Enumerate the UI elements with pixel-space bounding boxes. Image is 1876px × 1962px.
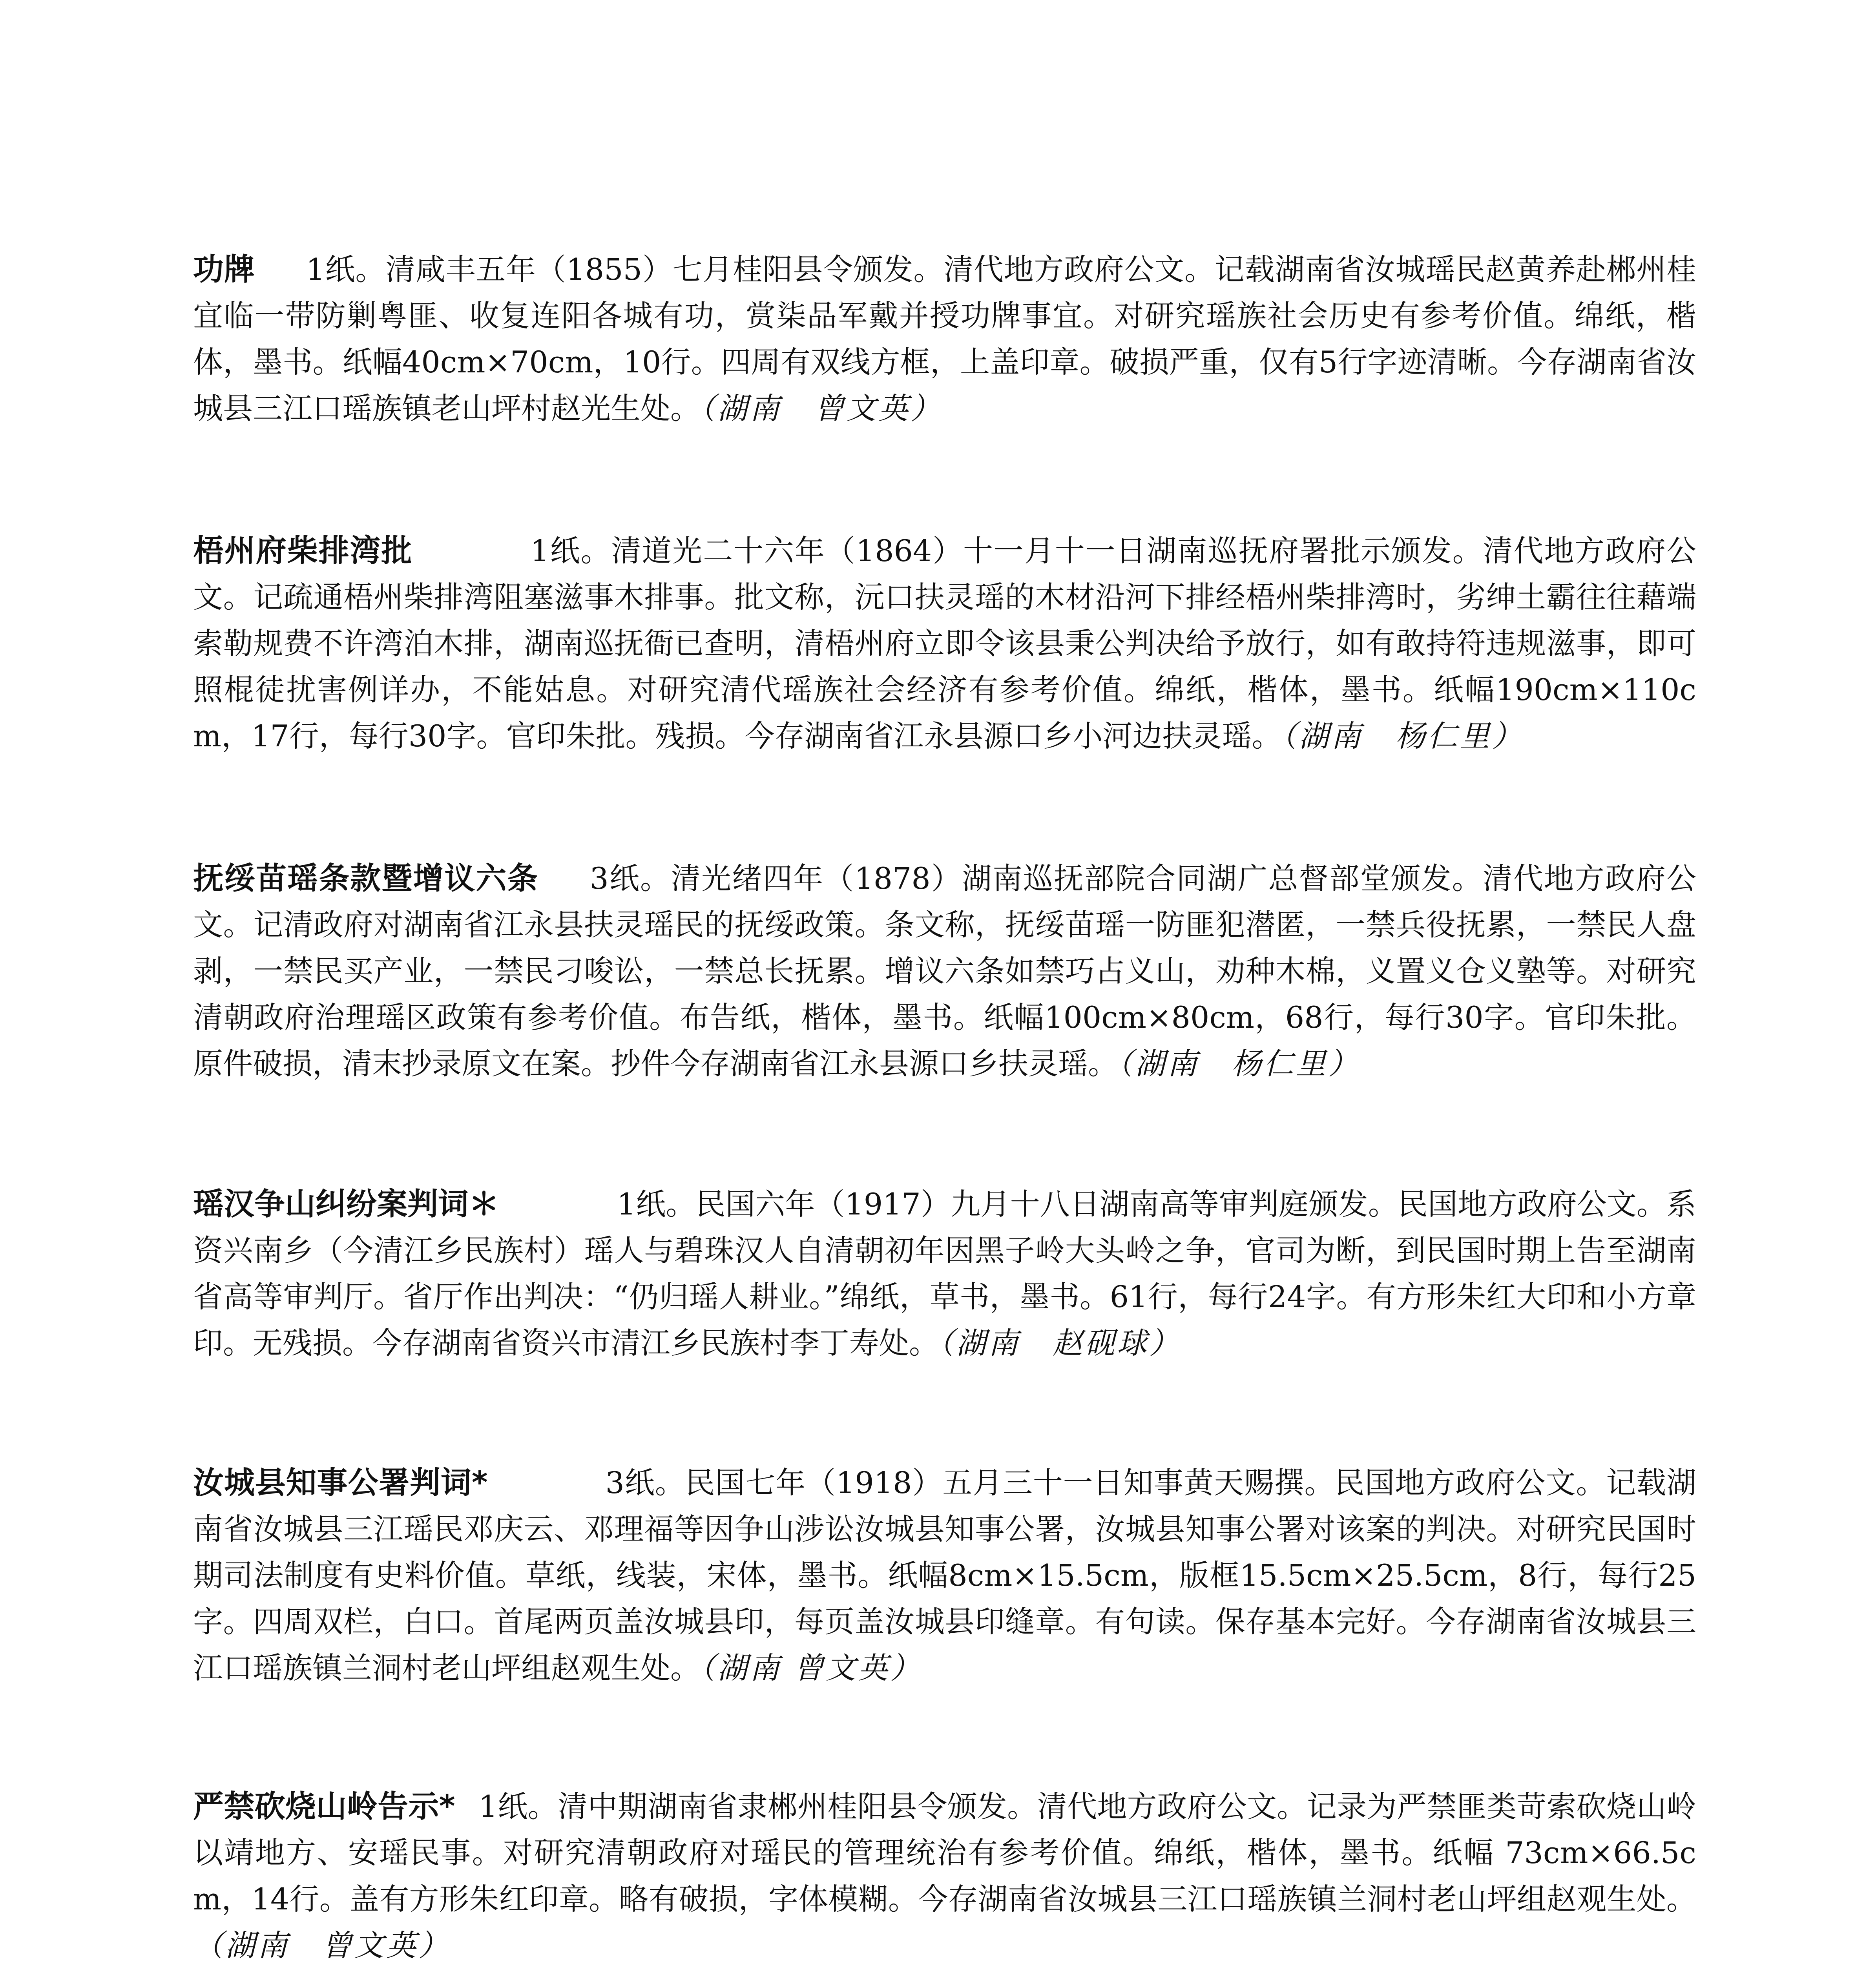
entry-author: （湖南 杨仁里）	[1118, 1046, 1360, 1081]
entry-body: 3纸。清光绪四年（1878）湖南巡抚部院合同湖广总督部堂颁发。清代地方政府公文。记清政府对湖南省江永县扶灵瑶民的抚绥政策。条文称，抚绥苗瑶一防匪犯潜匿，一禁兵役抚累，一禁民人盘剥，一禁民买产业，一禁民刁唆讼，一禁总长抚累。增议六条如禁巧占义山，劝种木棉，义置义仓义塾等。对研究清朝政府治理瑶区政策有参考价值。布告纸，楷体，墨书。纸幅100cm×80cm，68行，每行30字。官印朱批。原件破损，清末抄录原文在案。抄件今存湖南省江永县源口乡扶灵瑶。	[193, 861, 1696, 1081]
entry-title: 抚绥苗瑶条款暨增议六条	[193, 861, 539, 896]
entry-body: 1纸。清中期湖南省隶郴州桂阳县令颁发。清代地方政府公文。记录为严禁匪类苛索砍烧山岭以靖地方、安瑶民事。对研究清朝政府对瑶民的管理统治有参考价值。绵纸，楷体，墨书。纸幅 73cm×66.5cm，14行。盖有方形朱红印章。略有破损，字体模糊。今存湖南省汝城县三江口瑶族镇兰洞村老山坪组赵观生处。	[193, 1789, 1696, 1916]
entry-author: （湖南 曾文英）	[700, 1650, 923, 1685]
entry-author: （湖南 曾文英）	[700, 391, 943, 426]
entry-title: 梧州府柴排湾批	[193, 533, 413, 569]
entry-body: 1纸。清道光二十六年（1864）十一月十一日湖南巡抚府署批示颁发。清代地方政府公文。记疏通梧州柴排湾阻塞滋事木排事。批文称，沅口扶灵瑶的木材沿河下排经梧州柴排湾时，劣绅土霸往往藉端索勒规费不许湾泊木排，湖南巡抚衙已查明，清梧州府立即令该县秉公判决给予放行，如有敢持符违规滋事，即可照棍徒扰害例详办，不能姑息。对研究清代瑶族社会经济有参考价值。绵纸，楷体，墨书。纸幅190cm×110cm，17行，每行30字。官印朱批。残损。今存湖南省江永县源口乡小河边扶灵瑶。	[193, 533, 1696, 753]
catalog-entry	[193, 1181, 1696, 1366]
entry-author: （湖南 曾文英）	[193, 1928, 451, 1962]
entry-title: 功牌	[193, 252, 255, 287]
entry-body: 1纸。清咸丰五年（1855）七月桂阳县令颁发。清代地方政府公文。记载湖南省汝城瑶民赵黄养赴郴州桂宜临一带防剿粤匪、收复连阳各城有功，赏柒品军戴并授功牌事宜。对研究瑶族社会历史有参考价值。绵纸，楷体，墨书。纸幅40cm×70cm，10行。四周有双线方框，上盖印章。破损严重，仅有5行字迹清晰。今存湖南省汝城县三江口瑶族镇老山坪村赵光生处。	[193, 252, 1696, 426]
entry-title: 汝城县知事公署判词*	[193, 1465, 488, 1501]
entry-author: （湖南 赵砚球）	[939, 1326, 1181, 1360]
catalog-entry	[193, 246, 1696, 432]
entry-title: 严禁砍烧山岭告示*	[193, 1789, 455, 1824]
catalog-entry	[193, 1783, 1696, 1962]
catalog-entry	[193, 1460, 1696, 1691]
catalog-entry	[193, 528, 1696, 759]
entry-body: 3纸。民国七年（1918）五月三十一日知事黄天赐撰。民国地方政府公文。记载湖南省汝城县三江瑶民邓庆云、邓理福等因争山涉讼汝城县知事公署，汝城县知事公署对该案的判决。对研究民国时期司法制度有史料价值。草纸，线装，宋体，墨书。纸幅8cm×15.5cm，版框15.5cm×25.5cm，8行，每行25字。四周双栏，白口。首尾两页盖汝城县印，每页盖汝城县印缝章。有句读。保存基本完好。今存湖南省汝城县三江口瑶族镇兰洞村老山坪组赵观生处。	[193, 1465, 1696, 1685]
entry-author: （湖南 杨仁里）	[1281, 718, 1524, 753]
entry-body: 1纸。民国六年（1917）九月十八日湖南高等审判庭颁发。民国地方政府公文。系资兴南乡（今清江乡民族村）瑶人与碧珠汉人自清朝初年因黑子岭大头岭之争，官司为断，到民国时期上告至湖南省高等审判厅。省厅作出判决：“仍归瑶人耕业。”绵纸，草书，墨书。61行，每行24字。有方形朱红大印和小方章印。无残损。今存湖南省资兴市清江乡民族村李丁寿处。	[193, 1187, 1696, 1360]
catalog-entry	[193, 855, 1696, 1087]
entry-title: 瑶汉争山纠纷案判词＊	[193, 1187, 500, 1222]
